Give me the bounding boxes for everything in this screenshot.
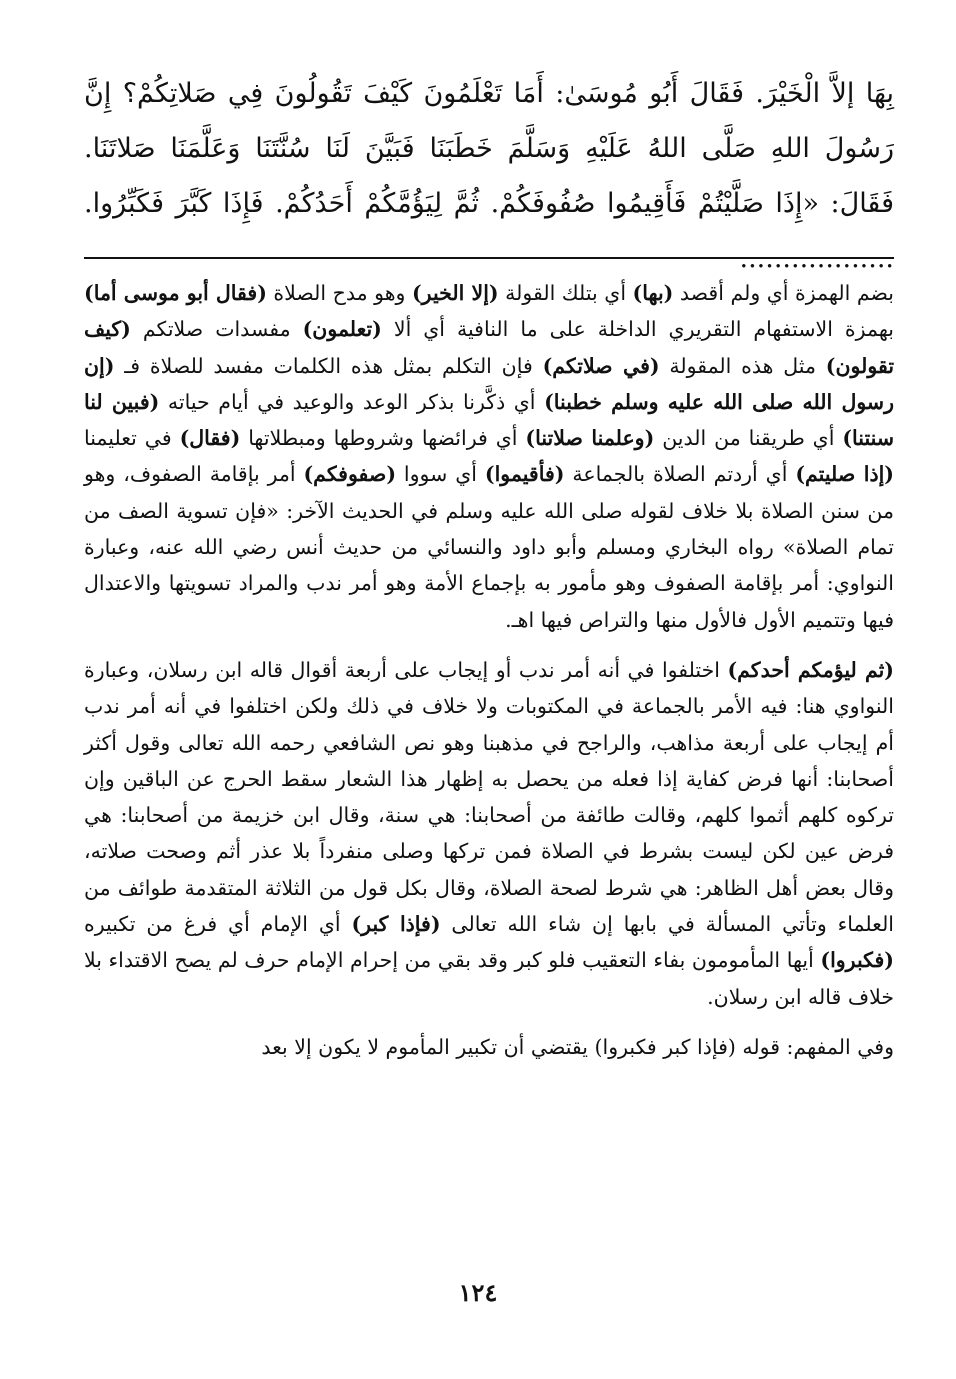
bold-quote: (ثم ليؤمكم أحدكم) bbox=[727, 657, 894, 682]
bold-quote: (فبين لنا سنتنا) bbox=[84, 389, 895, 451]
text-run: مثل هذه المقولة bbox=[659, 353, 826, 378]
text-run: أي فرائضها وشروطها ومبطلاتها bbox=[240, 426, 526, 451]
commentary bbox=[84, 275, 894, 1079]
bold-quote: (فأقيموا) bbox=[484, 462, 565, 487]
bold-quote: (إلا الخير) bbox=[411, 281, 499, 305]
text-run: اختلفوا في أنه أمر ندب أو إيجاب على أربعة أقوال قاله ابن رسلان، وعبارة النواوي هنا: فيه الأمر بالجماعة في المكتوبات ولا خلاف في ذلك ولكن اختلفوا في أنه أمر ندب أم إيجاب على أربعة مذاهب، والراجح في مذهبنا وهو نص الشافعي رحمه الله تعالى وقول أكثر أصحابنا: أنها فرض كفاية إذا فعله من يحصل به إظهار هذا الشعار سقط الحرج عن الباقين وإن تركوه كلهم أثموا كلهم، وقالت طائفة من أصحابنا: هي سنة، وقال ابن خزيمة من أصحابنا: هي فرض عين لكن ليست بشرط في الصلاة فمن تركها وصلى منفرداً بلا عذر أثم وصحت صلاته، وقال بعض أهل الظاهر: هي شرط لصحة الصلاة، وقال بكل قول من الثلاثة المتقدمة طوائف من العلماء وتأتي المسألة في بابها إن شاء الله تعالى bbox=[84, 657, 895, 937]
text-run: أمر بإقامة الصفوف، وهو من سنن الصلاة بلا خلاف لقوله صلى الله عليه وسلم في الحديث الآخر: «فإن تسوية الصف من تمام الصلاة» رواه البخاري ومسلم وأبو داود والنسائي من حديث أنس رضي الله عنه، وعبارة النواوي: أمر بإقامة الصفوف وهو مأمور به بإجماع الأمة وهو أمر ندب والمراد تسويتها والاعتدال فيها وتتميم الأول فالأول منها والتراص فيها اهـ. bbox=[84, 462, 894, 632]
bold-quote: (وعلمنا صلاتنا) bbox=[525, 426, 655, 451]
bold-quote: (فقال) bbox=[179, 426, 241, 451]
bold-quote: (إن رسول الله صلى الله عليه وسلم خطبنا) bbox=[84, 353, 895, 414]
bold-quote: (في صلاتكم) bbox=[542, 353, 660, 378]
text-run: أيها المأمومون بفاء التعقيب فلو كبر وقد بقي من إحرام الإمام حرف لم يصح الاقتداء بلا خلاف قاله ابن رسلان. bbox=[84, 948, 894, 1009]
bold-quote: (بها) bbox=[632, 281, 674, 305]
bold-quote: (فقال أبو موسى أما) bbox=[84, 281, 267, 305]
text-run: في تعليمنا bbox=[84, 426, 180, 451]
commentary-paragraph-1 bbox=[84, 275, 894, 638]
text-run: مفسدات صلاتكم bbox=[130, 317, 303, 342]
text-run: أي أردتم الصلاة بالجماعة bbox=[564, 462, 796, 487]
hadith-text: بِهَا إلاَّ الْخَيْرَ. فَقَالَ أَبُو مُوسَىٰ: أَمَا تَعْلَمُونَ كَيْفَ تَقُولُونَ فِي صَلاتِكُمْ؟ إِنَّ رَسُولَ اللهِ صَلَّى اللهُ عَلَيْهِ وَسَلَّمَ خَطَبَنَا فَبَيَّنَ لَنَا سُنَّتَنَا وَعَلَّمَنَا صَلاتَنَا. فَقَالَ: «إِذَا صَلَّيْتُمْ فَأَقِيمُوا صُفُوفَكُمْ. ثُمَّ لِيَؤُمَّكُمْ أَحَدُكُمْ. فَإِذَا كَبَّرَ فَكَبِّرُوا. .................. bbox=[84, 78, 894, 274]
text-run: أي سووا bbox=[396, 462, 485, 487]
bold-quote: (كيف تقولون) bbox=[84, 317, 895, 378]
bold-quote: (تعلمون) bbox=[302, 317, 382, 342]
separator-line bbox=[84, 257, 894, 259]
text-run: بهمزة الاستفهام التقريري الداخلة على ما النافية أي ألا bbox=[381, 317, 894, 342]
bold-quote: (صفوفكم) bbox=[303, 462, 397, 487]
page-number: ١٢٤ bbox=[458, 1278, 498, 1307]
text-run: بضم الهمزة أي ولم أقصد bbox=[673, 281, 894, 305]
text-run: أي بتلك القولة bbox=[498, 281, 633, 305]
bold-quote: (فإذا كبر) bbox=[351, 912, 441, 937]
text-run: وهو مدح الصلاة bbox=[266, 281, 412, 305]
text-run: أي الإمام أي فرغ من تكبيره bbox=[84, 912, 352, 937]
commentary-paragraph-3: وفي المفهم: قوله (فإذا كبر فكبروا) يقتضي أن تكبير المأموم لا يكون إلا بعد bbox=[261, 1034, 894, 1059]
text-run: أي طريقنا من الدين bbox=[654, 426, 843, 451]
commentary-paragraph-2 bbox=[84, 652, 894, 1015]
text-run: أي ذكَّرنا بذكر الوعد والوعيد في أيام حياته bbox=[159, 389, 545, 414]
bold-quote: (فكبروا) bbox=[820, 948, 894, 973]
bold-quote: (إذا صليتم) bbox=[795, 462, 894, 487]
text-run: فإن التكلم بمثل هذه الكلمات مفسد للصلاة فـ bbox=[114, 353, 543, 378]
